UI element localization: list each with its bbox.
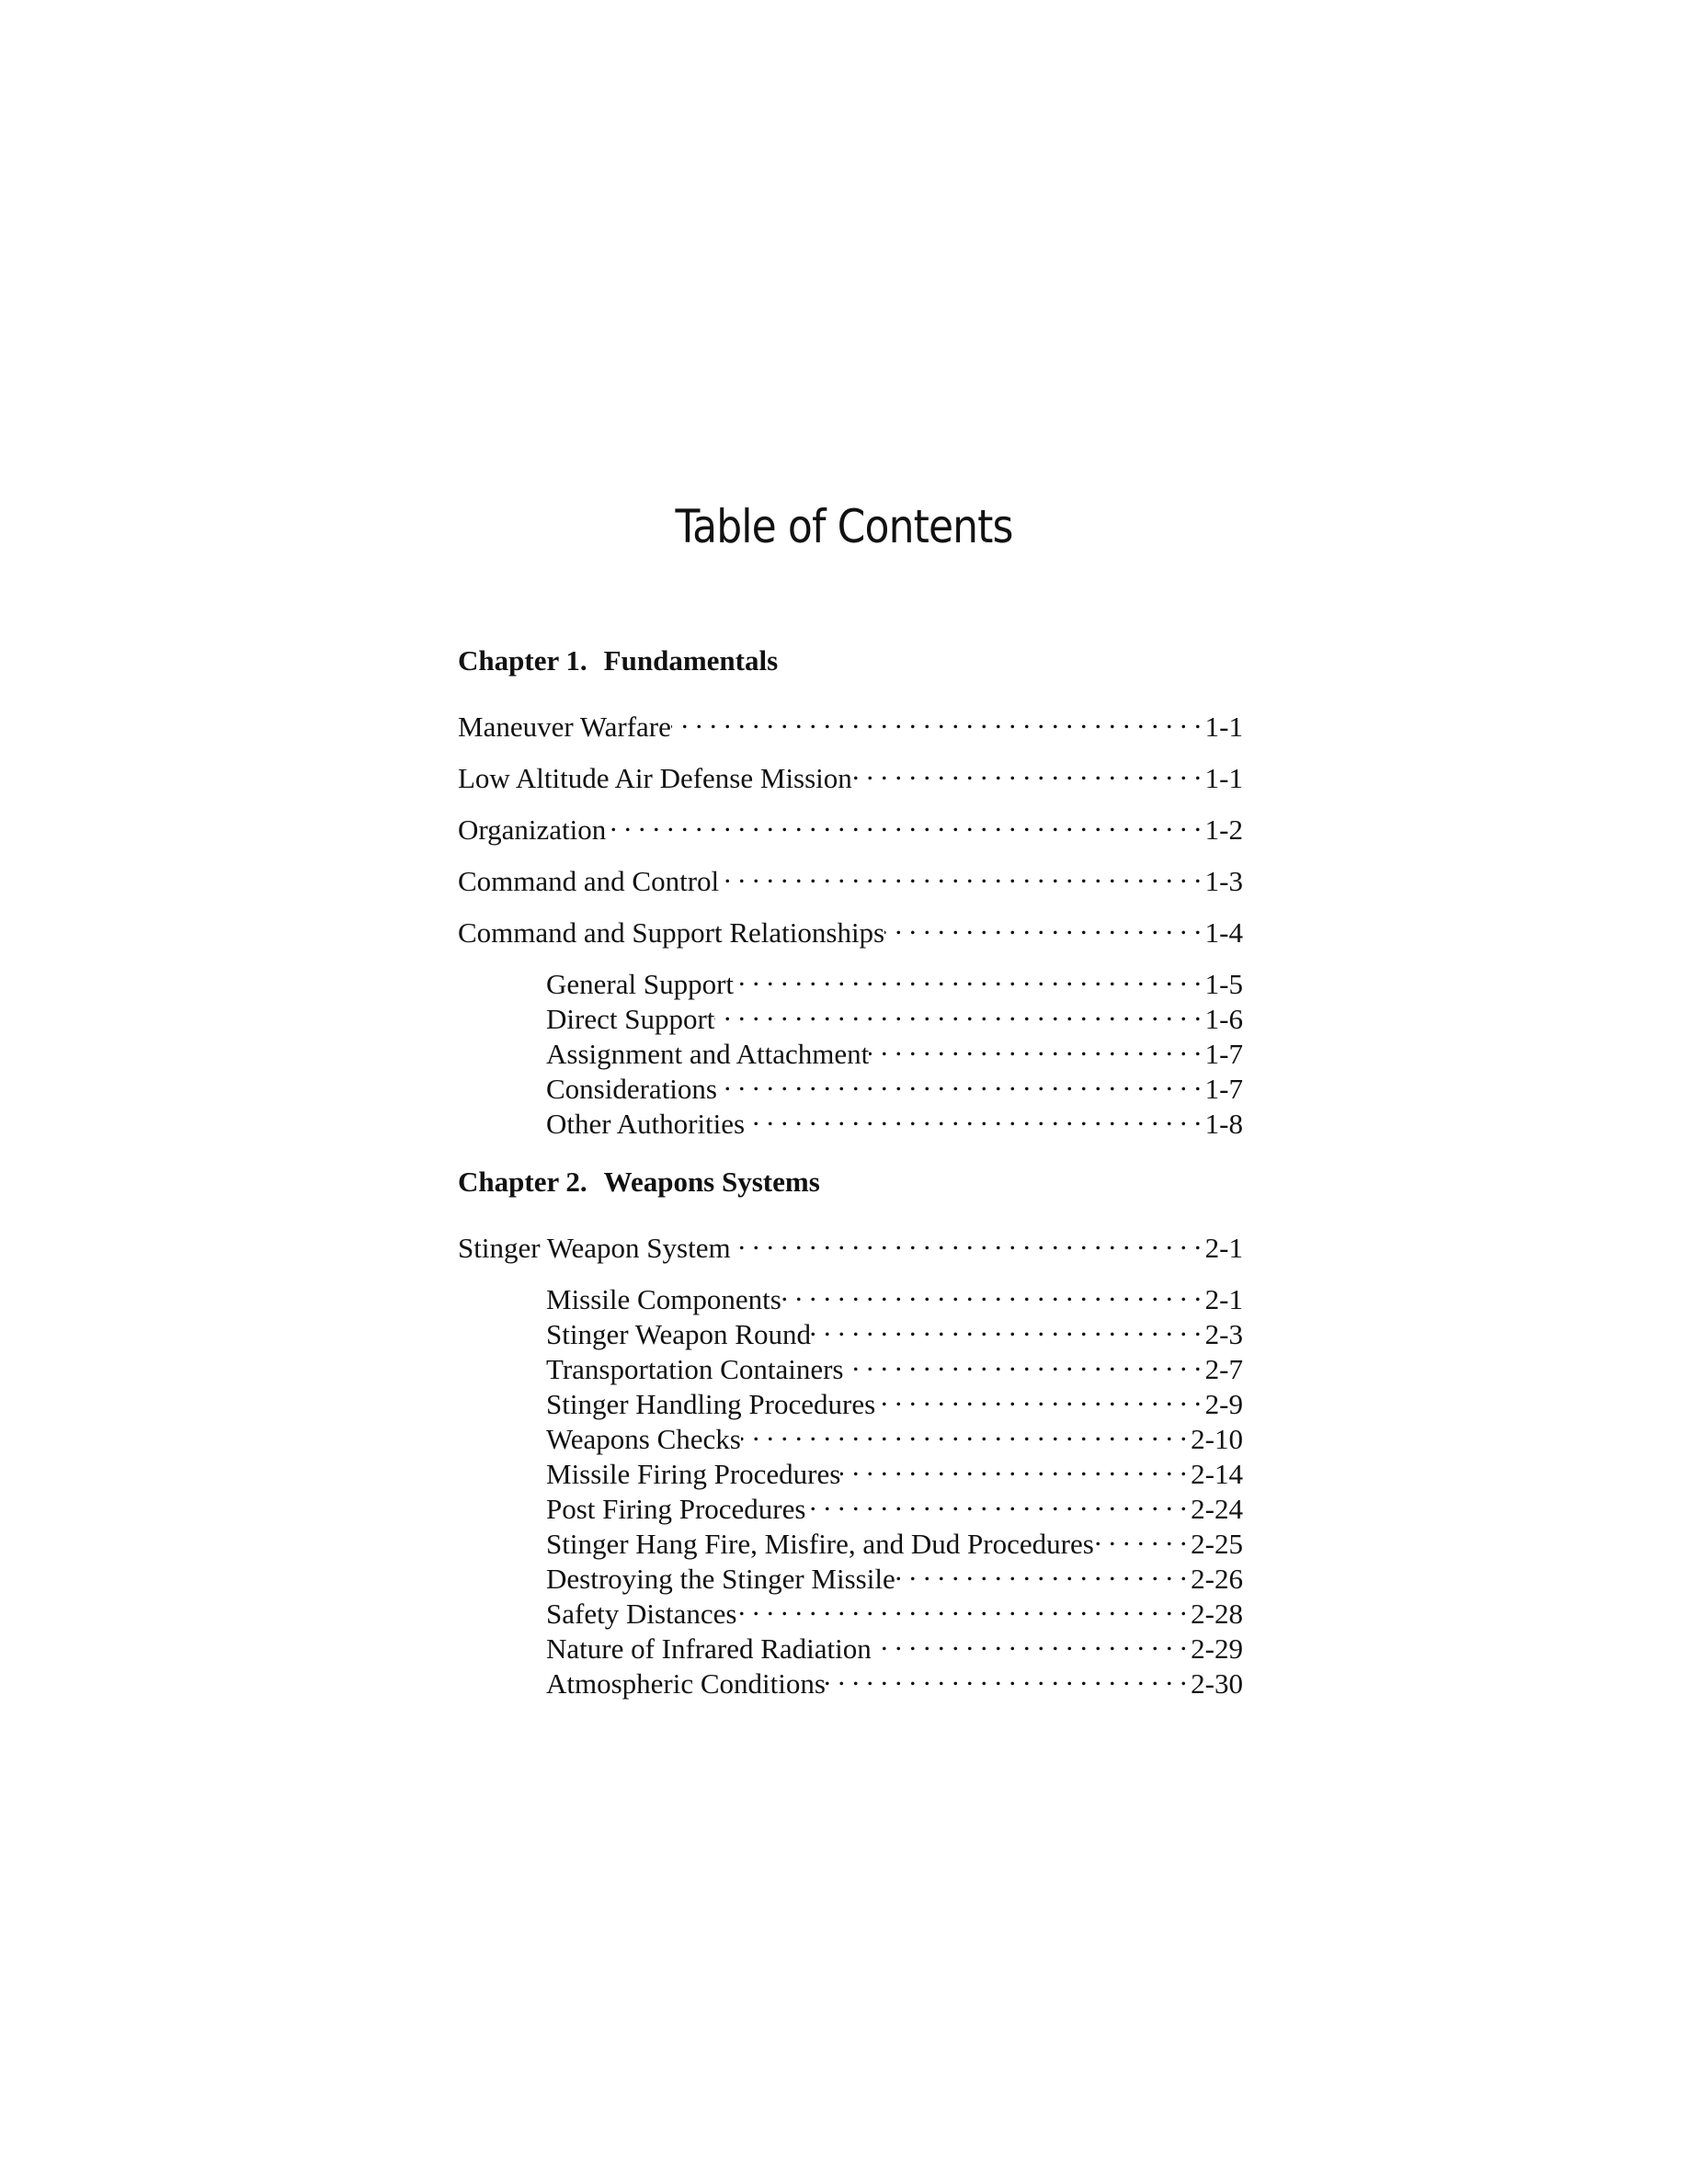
entry-page: 2-7 [1204, 1353, 1243, 1385]
entry-page: 2-29 [1191, 1632, 1243, 1665]
chapter-name: Fundamentals [603, 644, 779, 677]
chapter-entries [458, 701, 1243, 1140]
dot-leader [884, 907, 1205, 942]
table-of-contents [458, 643, 1243, 1724]
chapter-heading [458, 643, 1243, 678]
entry-title: Command and Control [458, 865, 720, 897]
dot-leader [781, 1274, 1205, 1309]
entry-page: 2-1 [1204, 1283, 1243, 1315]
dot-leader [869, 1029, 1204, 1064]
entry-title: Stinger Weapon System [458, 1232, 731, 1264]
dot-leader [671, 701, 1205, 736]
dot-leader [731, 1223, 1205, 1257]
toc-entry[interactable] [458, 804, 1243, 846]
entry-page: 1-6 [1204, 1003, 1243, 1035]
dot-leader [826, 1658, 1191, 1693]
entry-title: Weapons Checks [546, 1423, 741, 1455]
entry-title: Destroying the Stinger Missile [546, 1563, 895, 1595]
dot-leader [872, 1623, 1191, 1658]
entry-title: Stinger Handling Procedures [546, 1388, 876, 1420]
toc-entry[interactable] [458, 856, 1243, 897]
toc-entry[interactable] [458, 701, 1243, 743]
dot-leader [714, 994, 1204, 1029]
entry-title: Nature of Infrared Radiation [546, 1632, 872, 1665]
entry-page: 2-28 [1191, 1598, 1243, 1630]
toc-entry[interactable] [458, 907, 1243, 949]
entry-page: 2-9 [1204, 1388, 1243, 1420]
entry-title: Command and Support Relationships [458, 916, 885, 949]
chapter-entries [458, 1223, 1243, 1700]
sub-entries [458, 959, 1243, 1140]
dot-leader [719, 856, 1205, 891]
entry-page: 2-1 [1204, 1232, 1243, 1264]
entry-page: 1-5 [1204, 968, 1243, 1000]
entry-page: 2-25 [1191, 1528, 1243, 1560]
dot-leader [717, 1064, 1205, 1098]
dot-leader [852, 753, 1205, 788]
entry-title: Post Firing Procedures [546, 1493, 806, 1525]
dot-leader [741, 1414, 1191, 1449]
chapter-number: Chapter 2. [458, 1166, 587, 1198]
dot-leader [734, 959, 1205, 994]
dot-leader [745, 1098, 1205, 1133]
sub-entries [458, 1274, 1243, 1700]
entry-page: 1-3 [1204, 865, 1243, 897]
entry-title: Atmospheric Conditions [546, 1667, 826, 1700]
entry-page: 2-26 [1191, 1563, 1243, 1595]
entry-title: Maneuver Warfare [458, 711, 671, 743]
dot-leader [1094, 1519, 1191, 1553]
entry-title: Considerations [546, 1073, 717, 1105]
chapter-name: Weapons Systems [603, 1166, 820, 1198]
entry-page: 2-30 [1191, 1667, 1243, 1700]
entry-title: General Support [546, 968, 735, 1000]
entry-page: 1-2 [1204, 813, 1243, 846]
entry-page: 2-24 [1191, 1493, 1243, 1525]
dot-leader [736, 1588, 1191, 1623]
toc-subentry[interactable] [458, 959, 1243, 1000]
entry-page: 1-7 [1204, 1038, 1243, 1070]
dot-leader [875, 1379, 1205, 1414]
entry-title: Stinger Hang Fire, Misfire, and Dud Procedures [546, 1528, 1094, 1560]
entry-page: 1-4 [1204, 916, 1243, 949]
entry-page: 2-10 [1191, 1423, 1243, 1455]
page-title: Table of Contents [675, 500, 1013, 553]
toc-entry[interactable] [458, 753, 1243, 794]
chapter-heading [458, 1165, 1243, 1200]
entry-title: Low Altitude Air Defense Mission [458, 762, 852, 794]
entry-page: 2-3 [1204, 1318, 1243, 1350]
dot-leader [805, 1484, 1191, 1519]
chapter-number: Chapter 1. [458, 644, 587, 677]
entry-page: 1-1 [1204, 711, 1243, 743]
entry-title: Missile Components [546, 1283, 781, 1315]
toc-entry[interactable] [458, 1223, 1243, 1264]
entry-page: 1-8 [1204, 1108, 1243, 1140]
entry-title: Assignment and Attachment [546, 1038, 870, 1070]
entry-title: Other Authorities [546, 1108, 746, 1140]
entry-page: 2-14 [1191, 1458, 1243, 1490]
dot-leader [895, 1553, 1191, 1588]
entry-title: Safety Distances [546, 1598, 737, 1630]
entry-title: Transportation Containers [546, 1353, 844, 1385]
entry-title: Missile Firing Procedures [546, 1458, 841, 1490]
entry-page: 1-7 [1204, 1073, 1243, 1105]
entry-page: 1-1 [1204, 762, 1243, 794]
dot-leader [606, 804, 1204, 839]
dot-leader [843, 1344, 1204, 1379]
entry-title: Direct Support [546, 1003, 715, 1035]
dot-leader [840, 1449, 1191, 1484]
entry-title: Organization [458, 813, 607, 846]
dot-leader [811, 1309, 1205, 1344]
toc-subentry[interactable] [458, 1274, 1243, 1315]
entry-title: Stinger Weapon Round [546, 1318, 811, 1350]
